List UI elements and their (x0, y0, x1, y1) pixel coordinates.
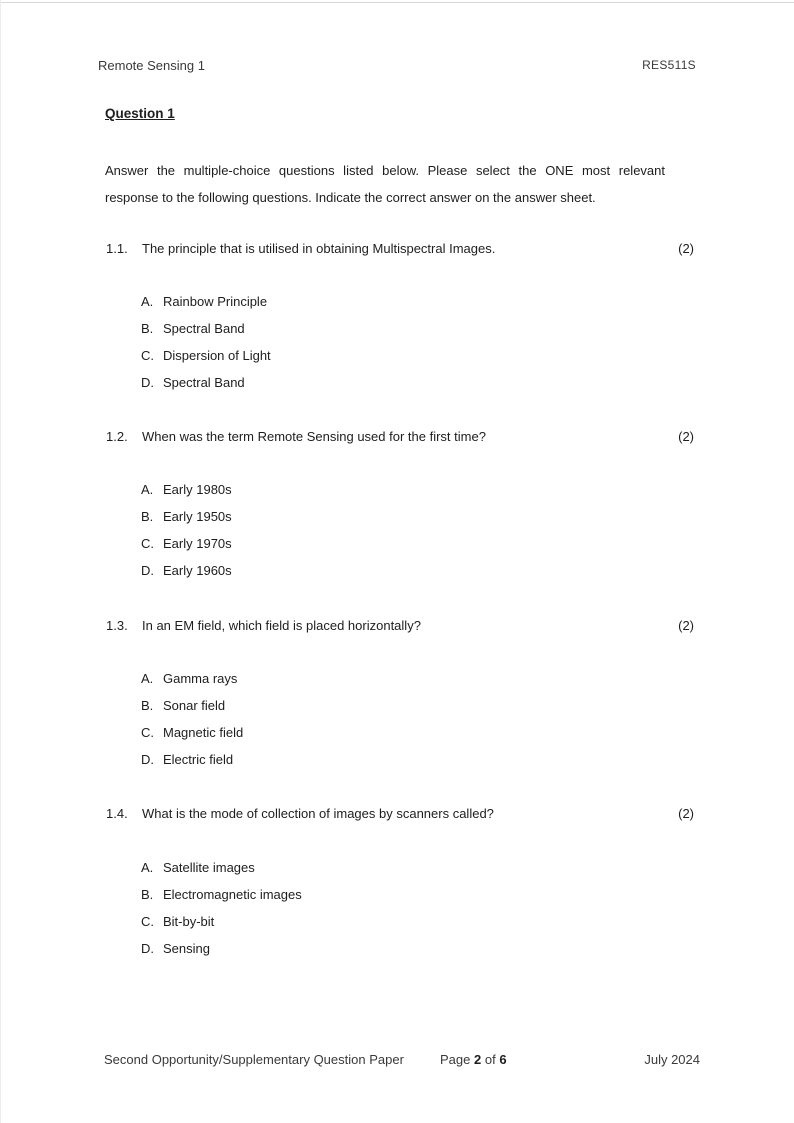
option-1-2-a (141, 482, 232, 497)
option-1-2-b (141, 509, 232, 524)
option-text: Gamma rays (163, 671, 238, 686)
option-text: Magnetic field (163, 725, 244, 740)
option-1-1-b (141, 321, 245, 336)
item-text: What is the mode of collection of images by scanners called? (142, 806, 494, 821)
option-text: Spectral Band (163, 321, 245, 336)
option-letter: C. (141, 536, 154, 551)
item-text: When was the term Remote Sensing used for the first time? (142, 429, 486, 444)
option-text: Sonar field (163, 698, 226, 713)
option-text: Early 1960s (163, 563, 232, 578)
question-instructions: Answer the multiple-choice questions listed below. Please select the ONE most relevant response to the following questions. Indicate the correct answer on the answer sheet. (105, 163, 665, 205)
option-letter: B. (141, 698, 154, 713)
option-letter: D. (141, 375, 154, 390)
option-text: Rainbow Principle (163, 294, 268, 309)
scan-edge-top (0, 2, 794, 3)
page-number (440, 1052, 644, 1067)
footer-date: July 2024 (644, 1052, 700, 1067)
item-number: 1.2. (106, 429, 128, 444)
question-item-1-4 (106, 806, 694, 821)
option-text: Electromagnetic images (163, 887, 302, 902)
item-marks: (2) (678, 806, 694, 821)
option-letter: D. (141, 752, 154, 767)
option-letter: B. (141, 321, 154, 336)
item-marks: (2) (678, 618, 694, 633)
option-1-3-d (141, 752, 233, 767)
option-letter: D. (141, 941, 154, 956)
option-letter: C. (141, 348, 154, 363)
question-item-1-1 (106, 241, 694, 256)
option-1-1-c (141, 348, 271, 363)
option-1-1-a (141, 294, 267, 309)
page-of: of (484, 1052, 496, 1067)
option-1-2-d (141, 563, 232, 578)
option-text: Spectral Band (163, 375, 245, 390)
option-1-3-b (141, 698, 225, 713)
option-1-4-a (141, 860, 255, 875)
page-total: 6 (499, 1052, 507, 1067)
option-text: Dispersion of Light (163, 348, 271, 363)
option-1-3-a (141, 671, 237, 686)
option-letter: D. (141, 563, 154, 578)
option-letter: A. (141, 294, 154, 309)
scan-edge-left (0, 0, 1, 1123)
footer-series: Second Opportunity/Supplementary Question Paper (104, 1052, 404, 1067)
option-1-3-c (141, 725, 243, 740)
option-1-2-c (141, 536, 232, 551)
course-code: RES511S (642, 58, 696, 72)
option-text: Early 1950s (163, 509, 232, 524)
page-current: 2 (474, 1052, 482, 1067)
page-header (98, 58, 696, 73)
question-item-1-2 (106, 429, 694, 444)
option-1-4-c (141, 914, 214, 929)
option-letter: B. (141, 509, 154, 524)
option-text: Bit-by-bit (163, 914, 215, 929)
option-1-4-b (141, 887, 302, 902)
item-text: The principle that is utilised in obtaining Multispectral Images. (142, 241, 496, 256)
option-letter: A. (141, 671, 154, 686)
option-1-1-d (141, 375, 245, 390)
item-number: 1.1. (106, 241, 128, 256)
option-text: Electric field (163, 752, 234, 767)
option-letter: B. (141, 887, 154, 902)
question-title: Question 1 (105, 106, 175, 121)
page-word: Page (440, 1052, 471, 1067)
item-marks: (2) (678, 429, 694, 444)
option-text: Sensing (163, 941, 210, 956)
option-1-4-d (141, 941, 210, 956)
item-number: 1.3. (106, 618, 128, 633)
option-letter: C. (141, 725, 154, 740)
course-name: Remote Sensing 1 (98, 58, 205, 73)
option-letter: A. (141, 860, 154, 875)
option-text: Satellite images (163, 860, 255, 875)
item-marks: (2) (678, 241, 694, 256)
item-text: In an EM field, which field is placed horizontally? (142, 618, 421, 633)
option-text: Early 1980s (163, 482, 232, 497)
option-text: Early 1970s (163, 536, 232, 551)
page-footer (104, 1052, 700, 1067)
question-item-1-3 (106, 618, 694, 633)
item-number: 1.4. (106, 806, 128, 821)
option-letter: C. (141, 914, 154, 929)
option-letter: A. (141, 482, 154, 497)
